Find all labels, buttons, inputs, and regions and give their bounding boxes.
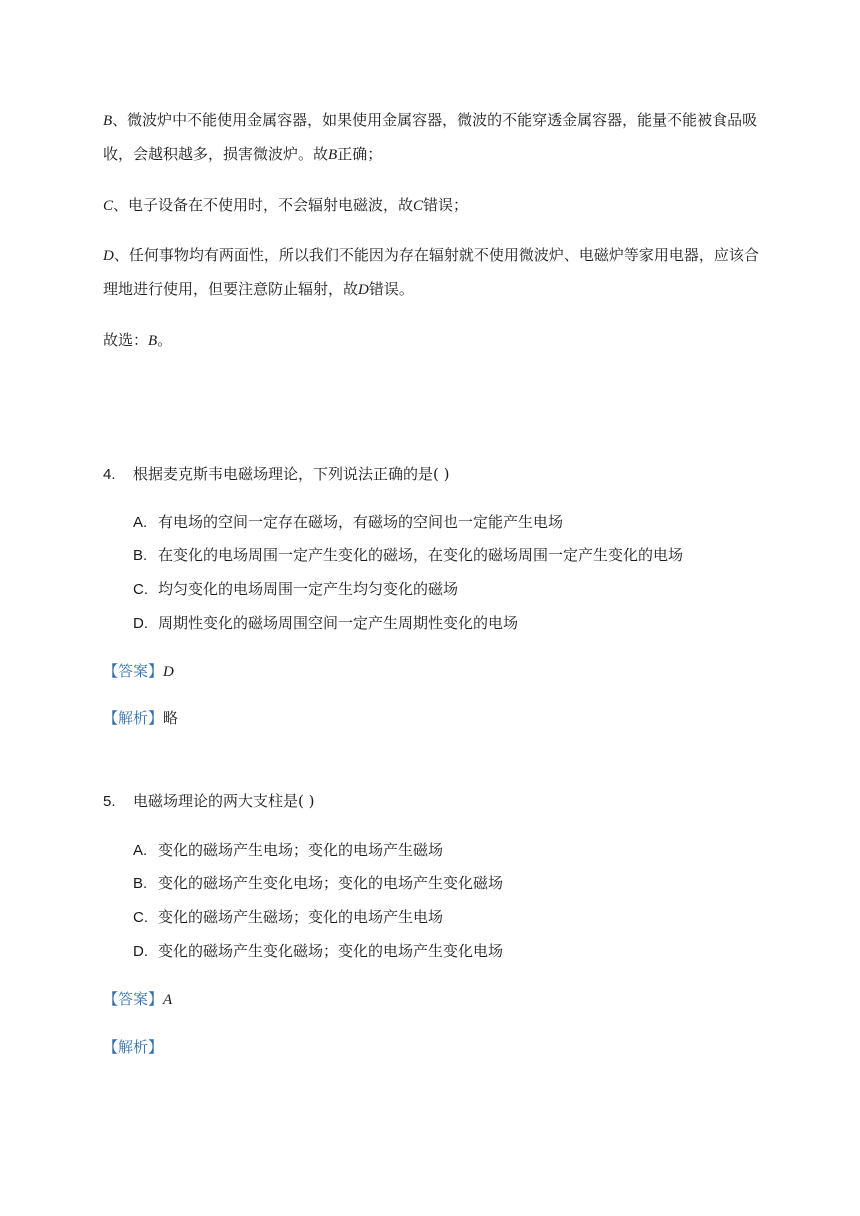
option-letter: A. bbox=[133, 842, 148, 859]
question-5-option-b bbox=[133, 873, 503, 894]
option-text: 变化的磁场产生磁场；变化的电场产生电场 bbox=[158, 908, 444, 926]
question-4-option-b bbox=[133, 545, 683, 566]
solution-text: 、微波炉中不能使用金属容器，如果使用金属容器，微波的不能穿透金属容器，能量不能被食品吸收，会越积越多，损害微波炉。故 bbox=[103, 111, 758, 163]
option-text: 周期性变化的磁场周围空间一定产生周期性变化的电场 bbox=[158, 614, 519, 632]
question-4-option-c bbox=[133, 579, 458, 600]
question-4-option-d bbox=[133, 613, 518, 634]
solution-conclusion bbox=[103, 324, 763, 358]
answer-tag: 【答案】 bbox=[103, 990, 164, 1008]
option-ref: B bbox=[328, 147, 338, 163]
option-text: 有电场的空间一定存在磁场，有磁场的空间也一定能产生电场 bbox=[158, 513, 564, 531]
analysis-tag: 【解析】 bbox=[103, 709, 164, 727]
solution-text: 、电子设备在不使用时，不会辐射电磁波，故 bbox=[113, 196, 414, 214]
option-letter: B. bbox=[133, 875, 148, 892]
question-4-stem bbox=[103, 464, 449, 485]
option-letter: A. bbox=[133, 514, 148, 531]
option-ref: D bbox=[103, 248, 114, 264]
option-letter: D. bbox=[133, 615, 148, 632]
question-4-answer bbox=[103, 661, 174, 682]
option-text: 均匀变化的电场周围一定产生均匀变化的磁场 bbox=[158, 580, 459, 598]
question-number: 5. bbox=[103, 793, 116, 810]
question-4-analysis bbox=[103, 708, 178, 728]
question-5-option-c bbox=[133, 907, 443, 928]
solution-text: 、任何事物均有两面性，所以我们不能因为存在辐射就不使用微波炉、电磁炉等家用电器，应该合理地进行使用，但要注意防止辐射，故 bbox=[103, 246, 759, 298]
question-text: 根据麦克斯韦电磁场理论，下列说法正确的是( ) bbox=[133, 465, 450, 483]
question-5-analysis bbox=[103, 1037, 163, 1057]
analysis-tag: 【解析】 bbox=[103, 1038, 164, 1056]
option-letter: C. bbox=[133, 581, 148, 598]
option-ref: B bbox=[148, 333, 158, 349]
solution-line-c bbox=[103, 189, 763, 223]
option-text: 变化的磁场产生变化磁场；变化的电场产生变化电场 bbox=[158, 942, 504, 960]
option-letter: D. bbox=[133, 943, 148, 960]
option-letter: C. bbox=[133, 909, 148, 926]
solution-text: 故选： bbox=[103, 331, 149, 349]
solution-tail: 错误。 bbox=[368, 280, 414, 298]
solution-tail: 。 bbox=[157, 331, 173, 349]
solution-line-d bbox=[103, 239, 763, 307]
option-ref: C bbox=[103, 198, 114, 214]
answer-tag: 【答案】 bbox=[103, 662, 164, 680]
option-text: 在变化的电场周围一定产生变化的磁场，在变化的磁场周围一定产生变化的电场 bbox=[158, 546, 684, 564]
option-text: 变化的磁场产生变化电场；变化的电场产生变化磁场 bbox=[158, 874, 504, 892]
question-text: 电磁场理论的两大支柱是( ) bbox=[133, 792, 315, 810]
answer-value: A bbox=[163, 992, 173, 1008]
option-ref: D bbox=[358, 282, 369, 298]
option-letter: B. bbox=[133, 547, 148, 564]
option-ref: C bbox=[413, 198, 424, 214]
question-5-stem bbox=[103, 791, 314, 812]
question-5-option-a bbox=[133, 840, 443, 861]
question-number: 4. bbox=[103, 466, 116, 483]
question-5-option-d bbox=[133, 941, 503, 962]
solution-line-b bbox=[103, 104, 763, 172]
solution-tail: 正确； bbox=[337, 145, 383, 163]
option-ref: B bbox=[103, 113, 113, 129]
analysis-text: 略 bbox=[163, 709, 179, 727]
answer-value: D bbox=[163, 664, 174, 680]
solution-tail: 错误； bbox=[423, 196, 469, 214]
question-4-option-a bbox=[133, 512, 563, 533]
option-text: 变化的磁场产生电场；变化的电场产生磁场 bbox=[158, 841, 444, 859]
question-5-answer bbox=[103, 989, 172, 1010]
